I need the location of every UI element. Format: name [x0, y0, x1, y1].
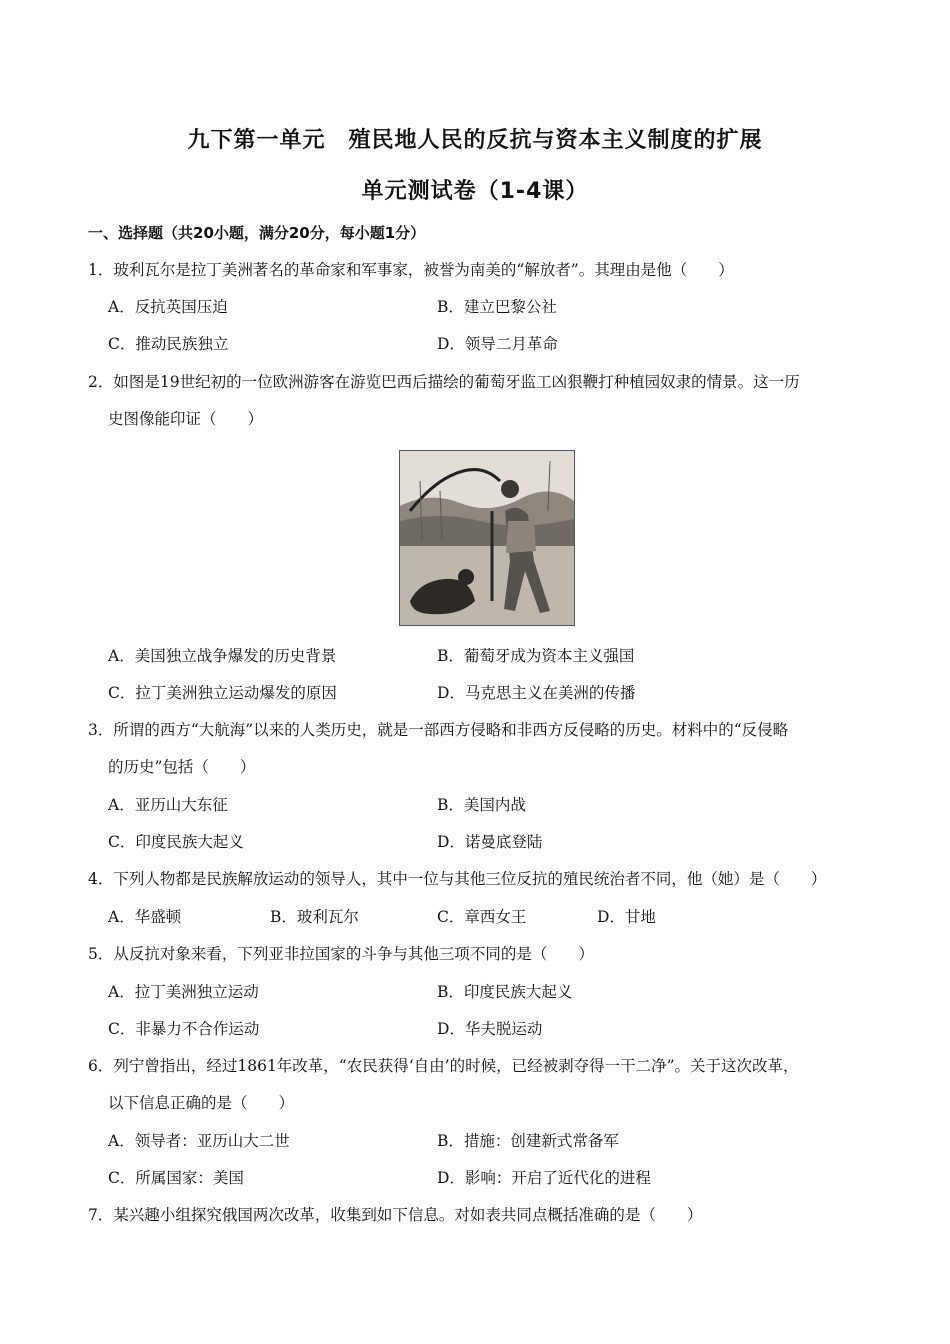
q6-option-c[interactable]: C．所属国家：美国 [108, 1169, 244, 1187]
question-4: 4．下列人物都是民族解放运动的领导人，其中一位与其他三位反抗的殖民统治者不同，他（她）是（ ） [88, 870, 827, 888]
q6-option-b[interactable]: B．措施：创建新式常备军 [437, 1132, 619, 1150]
q3-option-c[interactable]: C．印度民族大起义 [108, 833, 244, 851]
q3-option-a[interactable]: A．亚历山大东征 [108, 796, 228, 814]
question-1: 1．玻利瓦尔是拉丁美洲著名的革命家和军事家，被誉为南美的“解放者”。其理由是他（ ） [88, 261, 734, 279]
question-2: 2．如图是19世纪初的一位欧洲游客在游览巴西后描绘的葡萄牙监工凶狠鞭打种植园奴隶的情景。这一历 [88, 373, 800, 391]
q6-option-d[interactable]: D．影响：开启了近代化的进程 [437, 1169, 651, 1187]
question-5: 5．从反抗对象来看，下列亚非拉国家的斗争与其他三项不同的是（ ） [88, 945, 594, 963]
q2-option-b[interactable]: B．葡萄牙成为资本主义强国 [437, 647, 635, 665]
plantation-illustration [399, 450, 575, 626]
q4-option-d[interactable]: D．甘地 [597, 908, 656, 926]
section-heading: 一、选择题（共20小题，满分20分，每小题1分） [88, 224, 426, 242]
q5-option-a[interactable]: A．拉丁美洲独立运动 [108, 983, 259, 1001]
question-6: 6．列宁曾指出，经过1861年改革，“农民获得‘自由’的时候，已经被剥夺得一干二净”。关于这次改革， [88, 1057, 799, 1075]
question-3: 3．所谓的西方“大航海”以来的人类历史，就是一部西方侵略和非西方反侵略的历史。材料中的“反侵略 [88, 721, 789, 739]
q5-option-d[interactable]: D．华夫脱运动 [437, 1020, 543, 1038]
question-2-cont: 史图像能印证（ ） [108, 410, 264, 428]
q1-option-c[interactable]: C．推动民族独立 [108, 335, 229, 353]
q4-option-b[interactable]: B．玻利瓦尔 [270, 908, 359, 926]
q1-option-a[interactable]: A．反抗英国压迫 [108, 298, 228, 316]
q3-option-d[interactable]: D．诺曼底登陆 [437, 833, 543, 851]
question-7: 7．某兴趣小组探究俄国两次改革，收集到如下信息。对如表共同点概括准确的是（ ） [88, 1206, 703, 1224]
q4-option-c[interactable]: C．章西女王 [437, 908, 527, 926]
q2-option-d[interactable]: D．马克思主义在美洲的传播 [437, 684, 636, 702]
q2-option-c[interactable]: C．拉丁美洲独立运动爆发的原因 [108, 684, 337, 702]
page-title: 九下第一单元 殖民地人民的反抗与资本主义制度的扩展 [187, 128, 763, 153]
page-subtitle: 单元测试卷（1-4课） [361, 179, 589, 204]
q4-option-a[interactable]: A．华盛顿 [108, 908, 182, 926]
q1-option-d[interactable]: D．领导二月革命 [437, 335, 558, 353]
q1-option-b[interactable]: B．建立巴黎公社 [437, 298, 557, 316]
overseer-whipping-slave-image [400, 451, 574, 625]
q6-option-a[interactable]: A．领导者：亚历山大二世 [108, 1132, 290, 1150]
q2-option-a[interactable]: A．美国独立战争爆发的历史背景 [108, 647, 337, 665]
q5-option-b[interactable]: B．印度民族大起义 [437, 983, 573, 1001]
question-3-cont: 的历史”包括（ ） [108, 758, 256, 776]
question-6-cont: 以下信息正确的是（ ） [108, 1094, 295, 1112]
q5-option-c[interactable]: C．非暴力不合作运动 [108, 1020, 260, 1038]
q3-option-b[interactable]: B．美国内战 [437, 796, 526, 814]
